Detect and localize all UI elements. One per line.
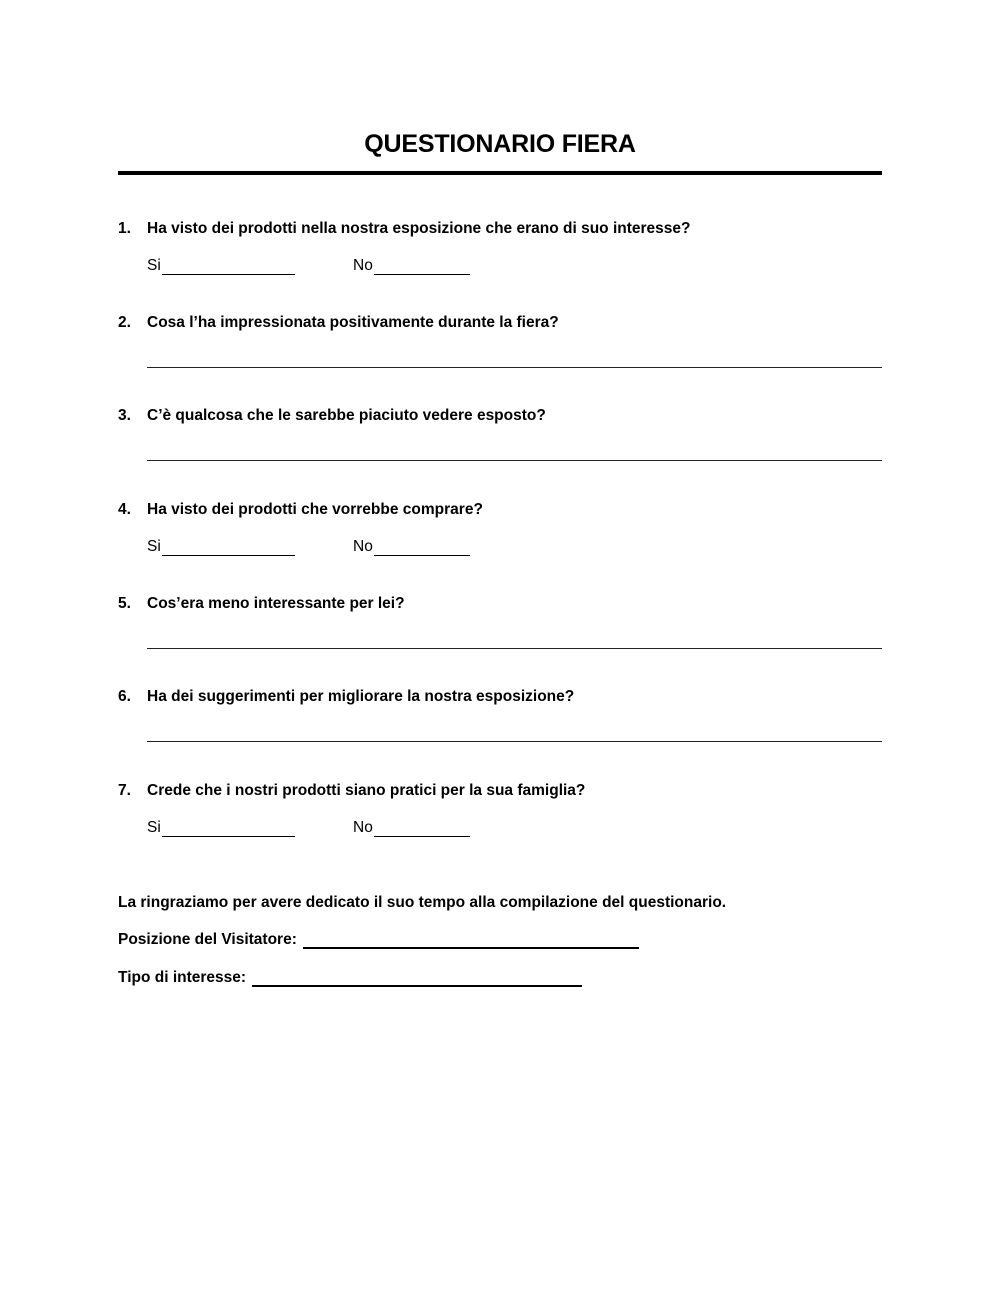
yes-option[interactable] <box>147 538 295 556</box>
question-text: Ha visto dei prodotti che vorrebbe comprare? <box>147 501 483 518</box>
no-label: No <box>353 257 373 274</box>
question-number: 3. <box>118 407 131 424</box>
page-title: QUESTIONARIO FIERA <box>364 130 636 158</box>
no-option[interactable] <box>353 538 470 556</box>
visitor-position-input-line[interactable] <box>303 934 639 949</box>
interest-type-label: Tipo di interesse: <box>118 969 247 986</box>
question-text: Cos’era meno interessante per lei? <box>147 595 405 612</box>
yes-blank-line[interactable] <box>162 822 295 837</box>
yes-blank-line[interactable] <box>162 260 295 275</box>
yes-label: Si <box>147 819 161 836</box>
yes-no-answer-4 <box>147 538 487 560</box>
yes-label: Si <box>147 257 161 274</box>
answer-line-5[interactable] <box>147 648 882 649</box>
question-number: 6. <box>118 688 131 705</box>
yes-blank-line[interactable] <box>162 541 295 556</box>
no-blank-line[interactable] <box>374 541 470 556</box>
question-number: 1. <box>118 220 131 237</box>
question-number: 2. <box>118 314 131 331</box>
question-number: 4. <box>118 501 131 518</box>
question-text: Crede che i nostri prodotti siano pratici per la sua famiglia? <box>147 782 586 799</box>
title-divider <box>118 171 882 175</box>
no-label: No <box>353 538 373 555</box>
question-text: C’è qualcosa che le sarebbe piaciuto vedere esposto? <box>147 407 546 424</box>
question-text: Ha dei suggerimenti per migliorare la nostra esposizione? <box>147 688 575 705</box>
yes-label: Si <box>147 538 161 555</box>
question-number: 7. <box>118 782 131 799</box>
question-text: Ha visto dei prodotti nella nostra esposizione che erano di suo interesse? <box>147 220 691 237</box>
question-number: 5. <box>118 595 131 612</box>
visitor-position-field <box>118 931 639 949</box>
interest-type-input-line[interactable] <box>252 972 582 987</box>
thank-you-text: La ringraziamo per avere dedicato il suo tempo alla compilazione del questionario. <box>118 894 727 911</box>
yes-no-answer-7 <box>147 819 487 841</box>
yes-option[interactable] <box>147 257 295 275</box>
no-blank-line[interactable] <box>374 260 470 275</box>
yes-no-answer-1 <box>147 257 487 279</box>
answer-line-6[interactable] <box>147 741 882 742</box>
no-label: No <box>353 819 373 836</box>
answer-line-2[interactable] <box>147 367 882 368</box>
no-blank-line[interactable] <box>374 822 470 837</box>
no-option[interactable] <box>353 819 470 837</box>
yes-option[interactable] <box>147 819 295 837</box>
interest-type-field <box>118 969 582 987</box>
visitor-position-label: Posizione del Visitatore: <box>118 931 297 948</box>
answer-line-3[interactable] <box>147 460 882 461</box>
no-option[interactable] <box>353 257 470 275</box>
question-text: Cosa l’ha impressionata positivamente durante la fiera? <box>147 314 559 331</box>
